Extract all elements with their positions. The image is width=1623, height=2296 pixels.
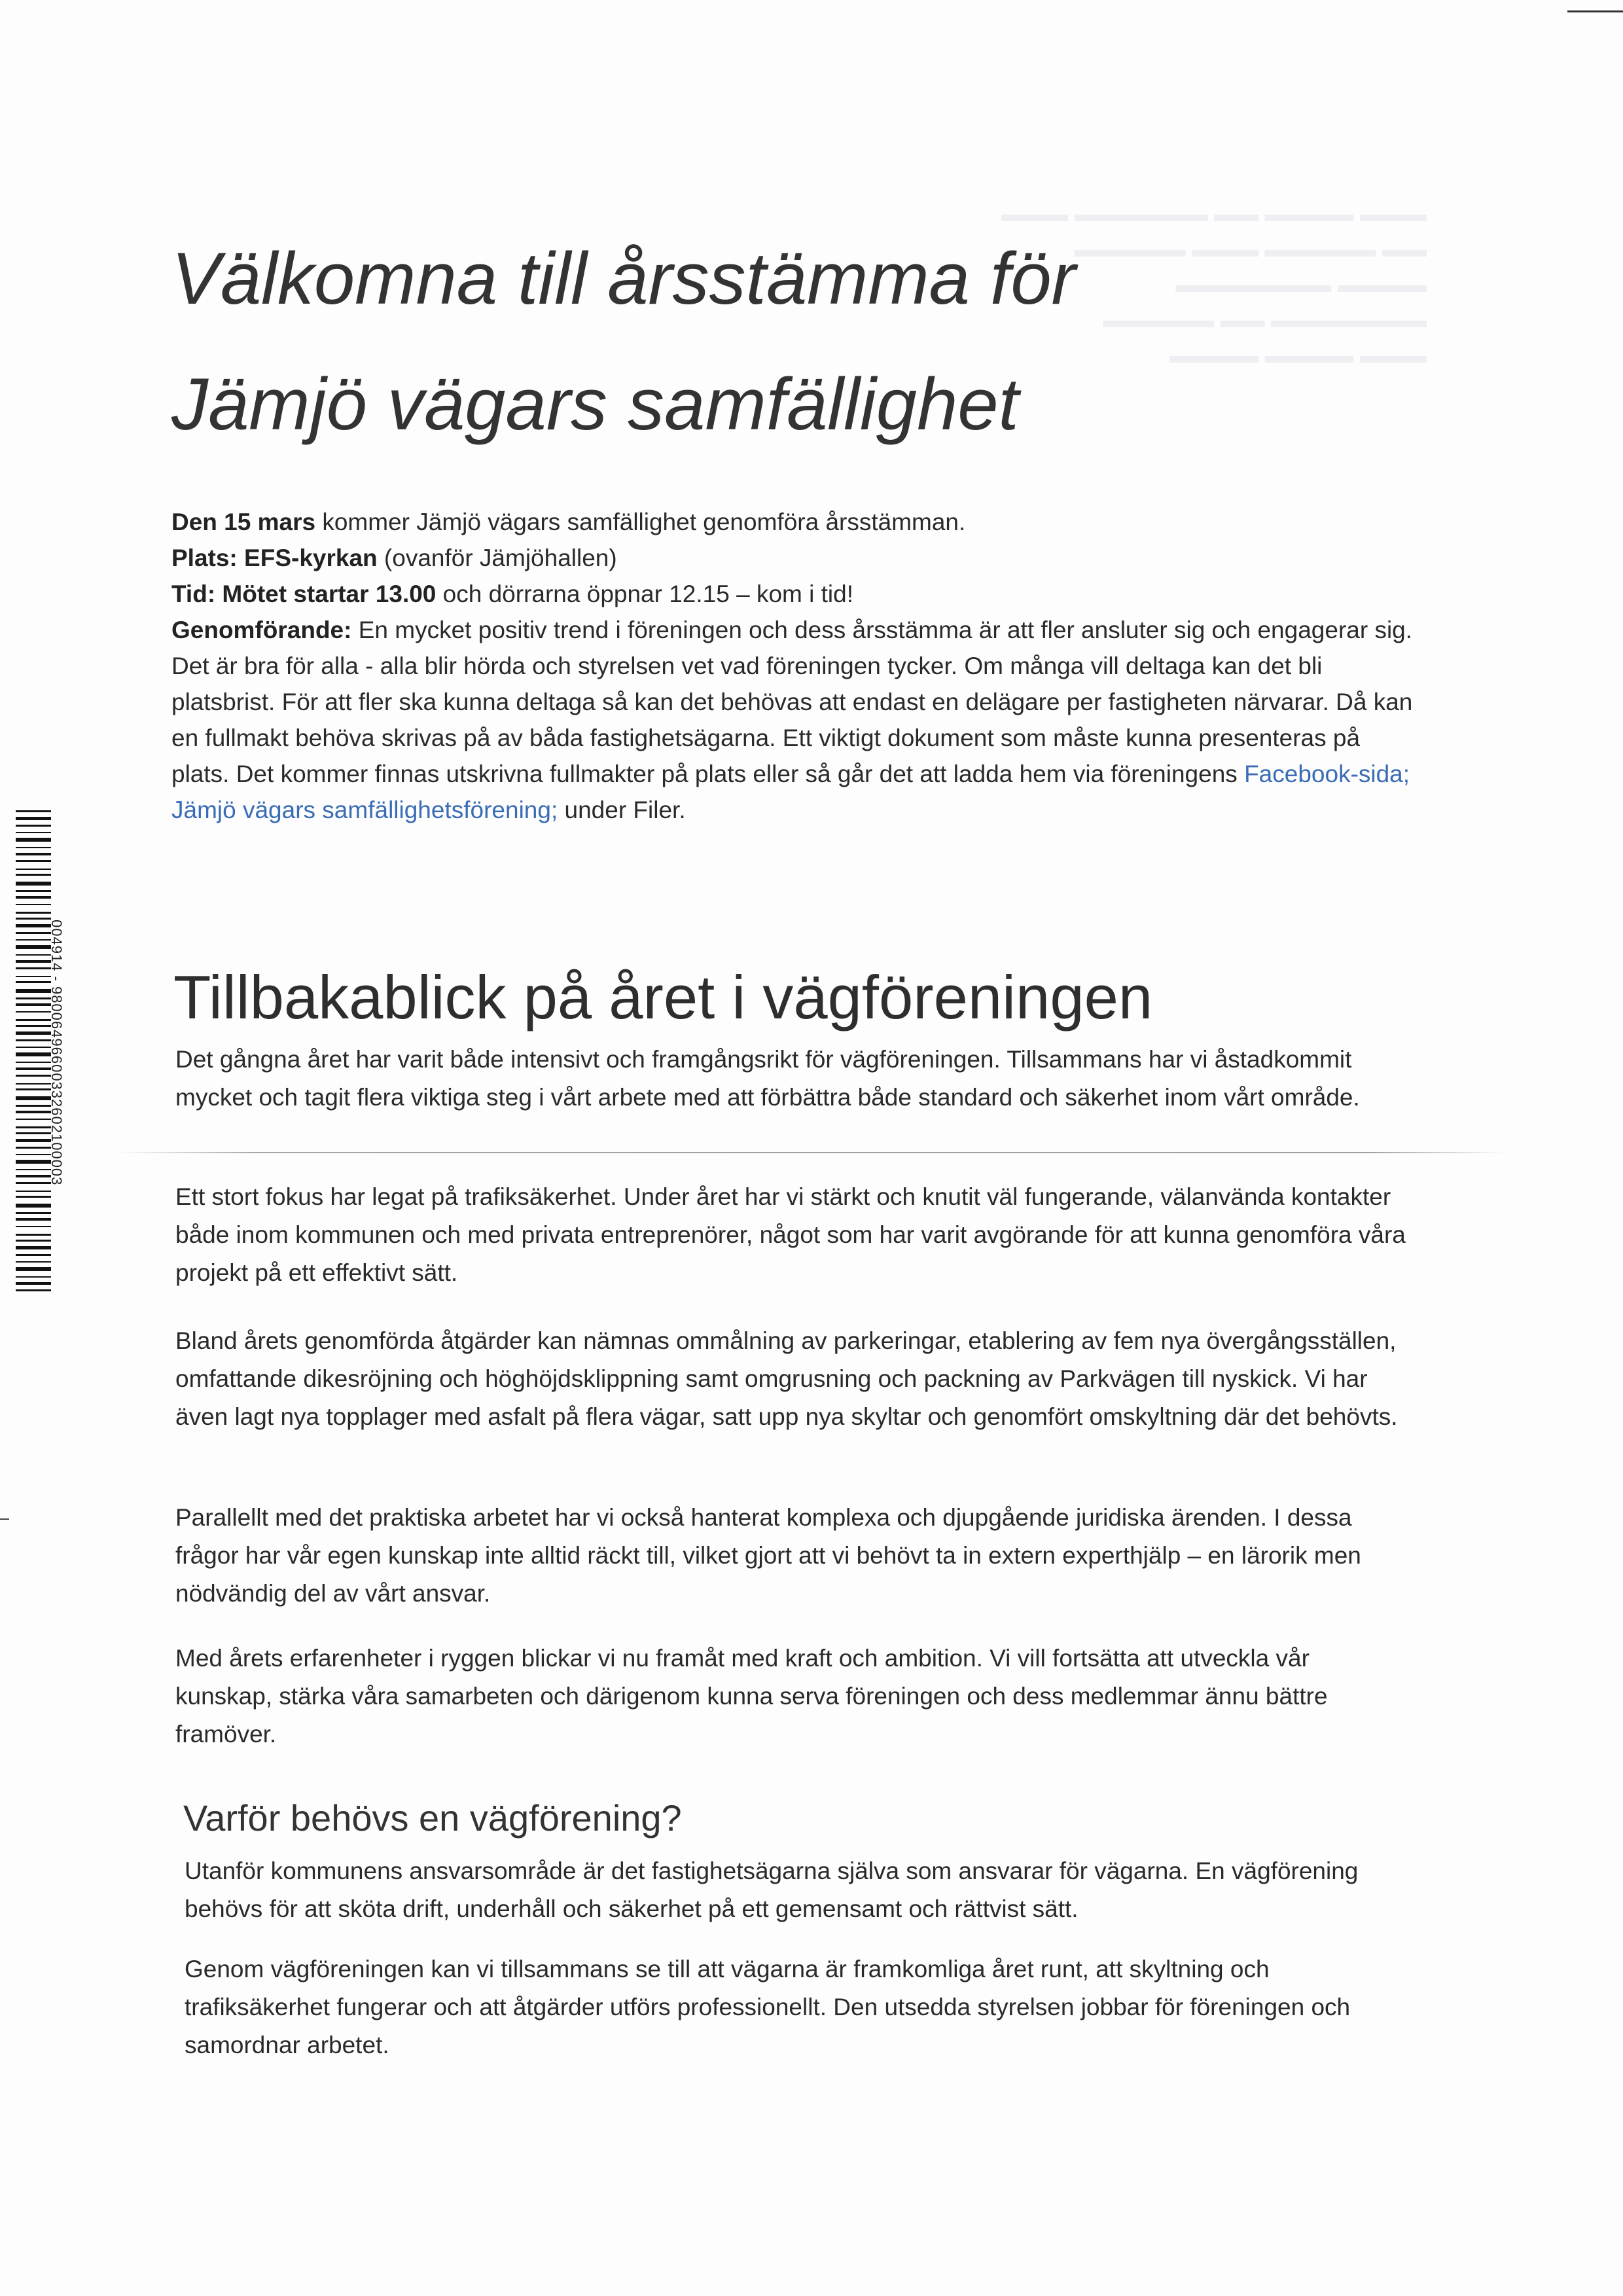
barcode-bar	[16, 1175, 51, 1177]
barcode-bar	[16, 1025, 51, 1027]
barcode-bar	[16, 1204, 51, 1208]
meeting-info	[171, 504, 1415, 828]
title-line-2: Jämjö vägars samfällighet	[171, 363, 1019, 445]
barcode-bar	[16, 1075, 51, 1077]
barcode-number: 004914 - 98006496600332602100003	[48, 920, 65, 1186]
barcode-bar	[16, 912, 51, 914]
barcode-bar	[16, 1147, 51, 1149]
barcode-bar	[16, 954, 51, 956]
barcode-bar	[16, 1111, 51, 1113]
barcode-bar	[16, 1196, 51, 1198]
review-paragraph-2: Ett stort fokus har legat på trafiksäkerhet. Under året har vi stärkt och knutit väl fungerande, välanvända kontakter både inom kommunen och med privata entreprenörer, något som har varit avgörande för att kunna genomföra våra projekt på ett effektivt sätt.	[175, 1183, 1406, 1286]
barcode-bar	[16, 1160, 51, 1164]
barcode-bar	[16, 989, 51, 993]
title-line-1: Välkomna till årsstämma för	[171, 238, 1076, 319]
barcode-bar	[16, 1088, 51, 1090]
barcode-bar	[16, 882, 51, 886]
date-text: kommer Jämjö vägars samfällighet genomföra årsstämman.	[315, 509, 966, 535]
barcode-bar	[16, 1246, 51, 1249]
review-paragraph-1: Det gångna året har varit både intensivt och framgångsrikt för vägföreningen. Tillsammans har vi åstadkommit mycket och tagit flera viktiga steg i vårt arbete med att förbättra både standard och säkerhet inom vårt område.	[175, 1046, 1360, 1111]
barcode-bar	[16, 1289, 51, 1291]
place-text: (ovanför Jämjöhallen)	[377, 545, 617, 571]
procedure-label: Genomförande:	[171, 617, 352, 643]
barcode-bar	[16, 1218, 51, 1221]
barcode-bar	[16, 1261, 51, 1263]
barcode-bar	[16, 860, 51, 862]
barcode-bar	[16, 1083, 51, 1085]
barcode-bar	[16, 967, 51, 969]
barcode-bar	[16, 1191, 51, 1192]
barcode-bar	[16, 1154, 51, 1155]
barcode-bar	[16, 817, 51, 820]
barcode-bar	[16, 924, 51, 927]
time-value: Mötet startar 13.00	[222, 581, 437, 607]
section-heading-why: Varför behövs en vägförening?	[183, 1797, 682, 1839]
barcode-bar	[16, 1011, 51, 1013]
page-title	[171, 216, 1349, 467]
info-date	[171, 504, 1415, 540]
edge-mark	[0, 1518, 9, 1520]
facebook-link[interactable]: Facebook-sida; Jämjö vägars samfällighetsförening;	[171, 761, 1410, 823]
barcode-bar	[16, 1096, 51, 1100]
barcode-bar	[16, 1031, 51, 1035]
barcode-bar	[16, 1067, 51, 1070]
barcode-bar	[16, 825, 51, 827]
review-paragraph-4: Parallellt med det praktiska arbetet har vi också hanterat komplexa och djupgående juridiska ärenden. I dessa frågor har vår egen kunskap inte alltid räckt till, vilket gjort att vi behövt ta in extern experthjälp – en lärorik men nödvändig del av vårt ansvar.	[175, 1504, 1361, 1607]
barcode-bar	[16, 939, 51, 941]
barcode	[16, 810, 51, 1296]
time-text: och dörrarna öppnar 12.15 – kom i tid!	[436, 581, 853, 607]
barcode-bar	[16, 1105, 51, 1107]
barcode-bar	[16, 1212, 51, 1214]
barcode-bar	[16, 1003, 51, 1006]
barcode-bar	[16, 832, 51, 833]
barcode-bar	[16, 890, 51, 892]
place-value: EFS-kyrkan	[244, 545, 378, 571]
barcode-bar	[16, 1282, 51, 1285]
review-paragraph-3: Bland årets genomförda åtgärder kan nämnas ommålning av parkeringar, etablering av fem nya övergångsställen, omfattande dikesröjning och höghöjdsklippning samt omgrusning och packning av Parkvägen till nyskick. Vi har även lagt nya topplager med asfalt på flera vägar, satt upp nya skyltar och genomfört omskyltning där det behövts.	[175, 1327, 1398, 1430]
time-label: Tid:	[171, 581, 223, 607]
barcode-bar	[16, 904, 51, 905]
barcode-bar	[16, 1119, 51, 1120]
barcode-bar	[16, 896, 51, 899]
barcode-bar	[16, 932, 51, 934]
info-time	[171, 576, 1415, 612]
barcode-bar	[16, 810, 51, 812]
barcode-bar	[16, 997, 51, 999]
info-procedure	[171, 612, 1415, 828]
barcode-bar	[16, 1052, 51, 1056]
date-label: Den 15 mars	[171, 509, 316, 535]
barcode-bar	[16, 1169, 51, 1170]
barcode-bar	[16, 1139, 51, 1142]
barcode-bar	[16, 1276, 51, 1278]
place-label: Plats:	[171, 545, 245, 571]
barcode-bar	[16, 853, 51, 855]
why-paragraph-2: Genom vägföreningen kan vi tillsammans se till att vägarna är framkomliga året runt, att skyltning och trafiksäkerhet fungerar och att åtgärder utförs professionellt. Den utsedda styrelsen jobbar för föreningen och samordnar arbetet.	[185, 1956, 1351, 2058]
barcode-bar	[16, 1047, 51, 1048]
section-heading-review: Tillbakablick på året i vägföreningen	[173, 963, 1153, 1031]
barcode-bar	[16, 874, 51, 876]
barcode-bar	[16, 869, 51, 870]
barcode-bar	[16, 1062, 51, 1063]
procedure-text: En mycket positiv trend i föreningen och dess årsstämma är att fler ansluter sig och engagerar sig. Det är bra för alla - alla blir hörda och styrelsen vet vad föreningen tycker. Om många vill deltaga kan det bli platsbrist. För att fler ska kunna deltaga så kan det behövas att endast en delägare per fastigheten närvarar. Då kan en fullmakt behöva skrivas på av båda fastighetsägarna. Ett viktigt dokument som måste kunna presenteras på plats. Det kommer finnas utskrivna fullmakter på plats eller så går det att ladda hem via föreningens	[171, 617, 1413, 787]
barcode-bar	[16, 1182, 51, 1184]
barcode-bar	[16, 1132, 51, 1134]
barcode-bar	[16, 1039, 51, 1041]
barcode-bar	[16, 1126, 51, 1128]
barcode-bar	[16, 1226, 51, 1227]
barcode-bar	[16, 1234, 51, 1236]
barcode-bar	[16, 1254, 51, 1256]
barcode-bar	[16, 945, 51, 949]
barcode-bar	[16, 1019, 51, 1021]
barcode-bar	[16, 981, 51, 983]
show-through-text: ▬▬▬ ▬▬▬▬ ▬▬ ▬▬▬▬▬▬ ▬▬▬ ▬▬ ▬▬▬▬▬ ▬▬▬ ▬▬▬▬▬ ▬▬▬▬ ▬▬▬▬▬▬▬ ▬▬▬▬▬▬▬ ▬▬ ▬▬▬▬▬ ▬▬▬ ▬▬▬▬ ▬▬▬▬	[1001, 202, 1427, 368]
edge-rule	[1567, 10, 1623, 12]
barcode-bar	[16, 1240, 51, 1242]
barcode-bar	[16, 838, 51, 842]
info-place	[171, 540, 1415, 576]
fold-line	[118, 1152, 1505, 1153]
barcode-bar	[16, 847, 51, 848]
why-paragraph-1: Utanför kommunens ansvarsområde är det fastighetsägarna själva som ansvarar för vägarna. En vägförening behövs för att sköta drift, underhåll och säkerhet på ett gemensamt och rättvist sätt.	[185, 1857, 1359, 1922]
review-paragraph-5: Med årets erfarenheter i ryggen blickar vi nu framåt med kraft och ambition. Vi vill fortsätta att utveckla vår kunskap, stärka våra samarbeten och därigenom kunna serva föreningen och dess medlemmar ännu bättre framöver.	[175, 1645, 1328, 1748]
barcode-bar	[16, 918, 51, 920]
barcode-bar	[16, 976, 51, 977]
barcode-bar	[16, 1267, 51, 1271]
barcode-bar	[16, 960, 51, 963]
procedure-end: under Filer.	[558, 797, 686, 823]
